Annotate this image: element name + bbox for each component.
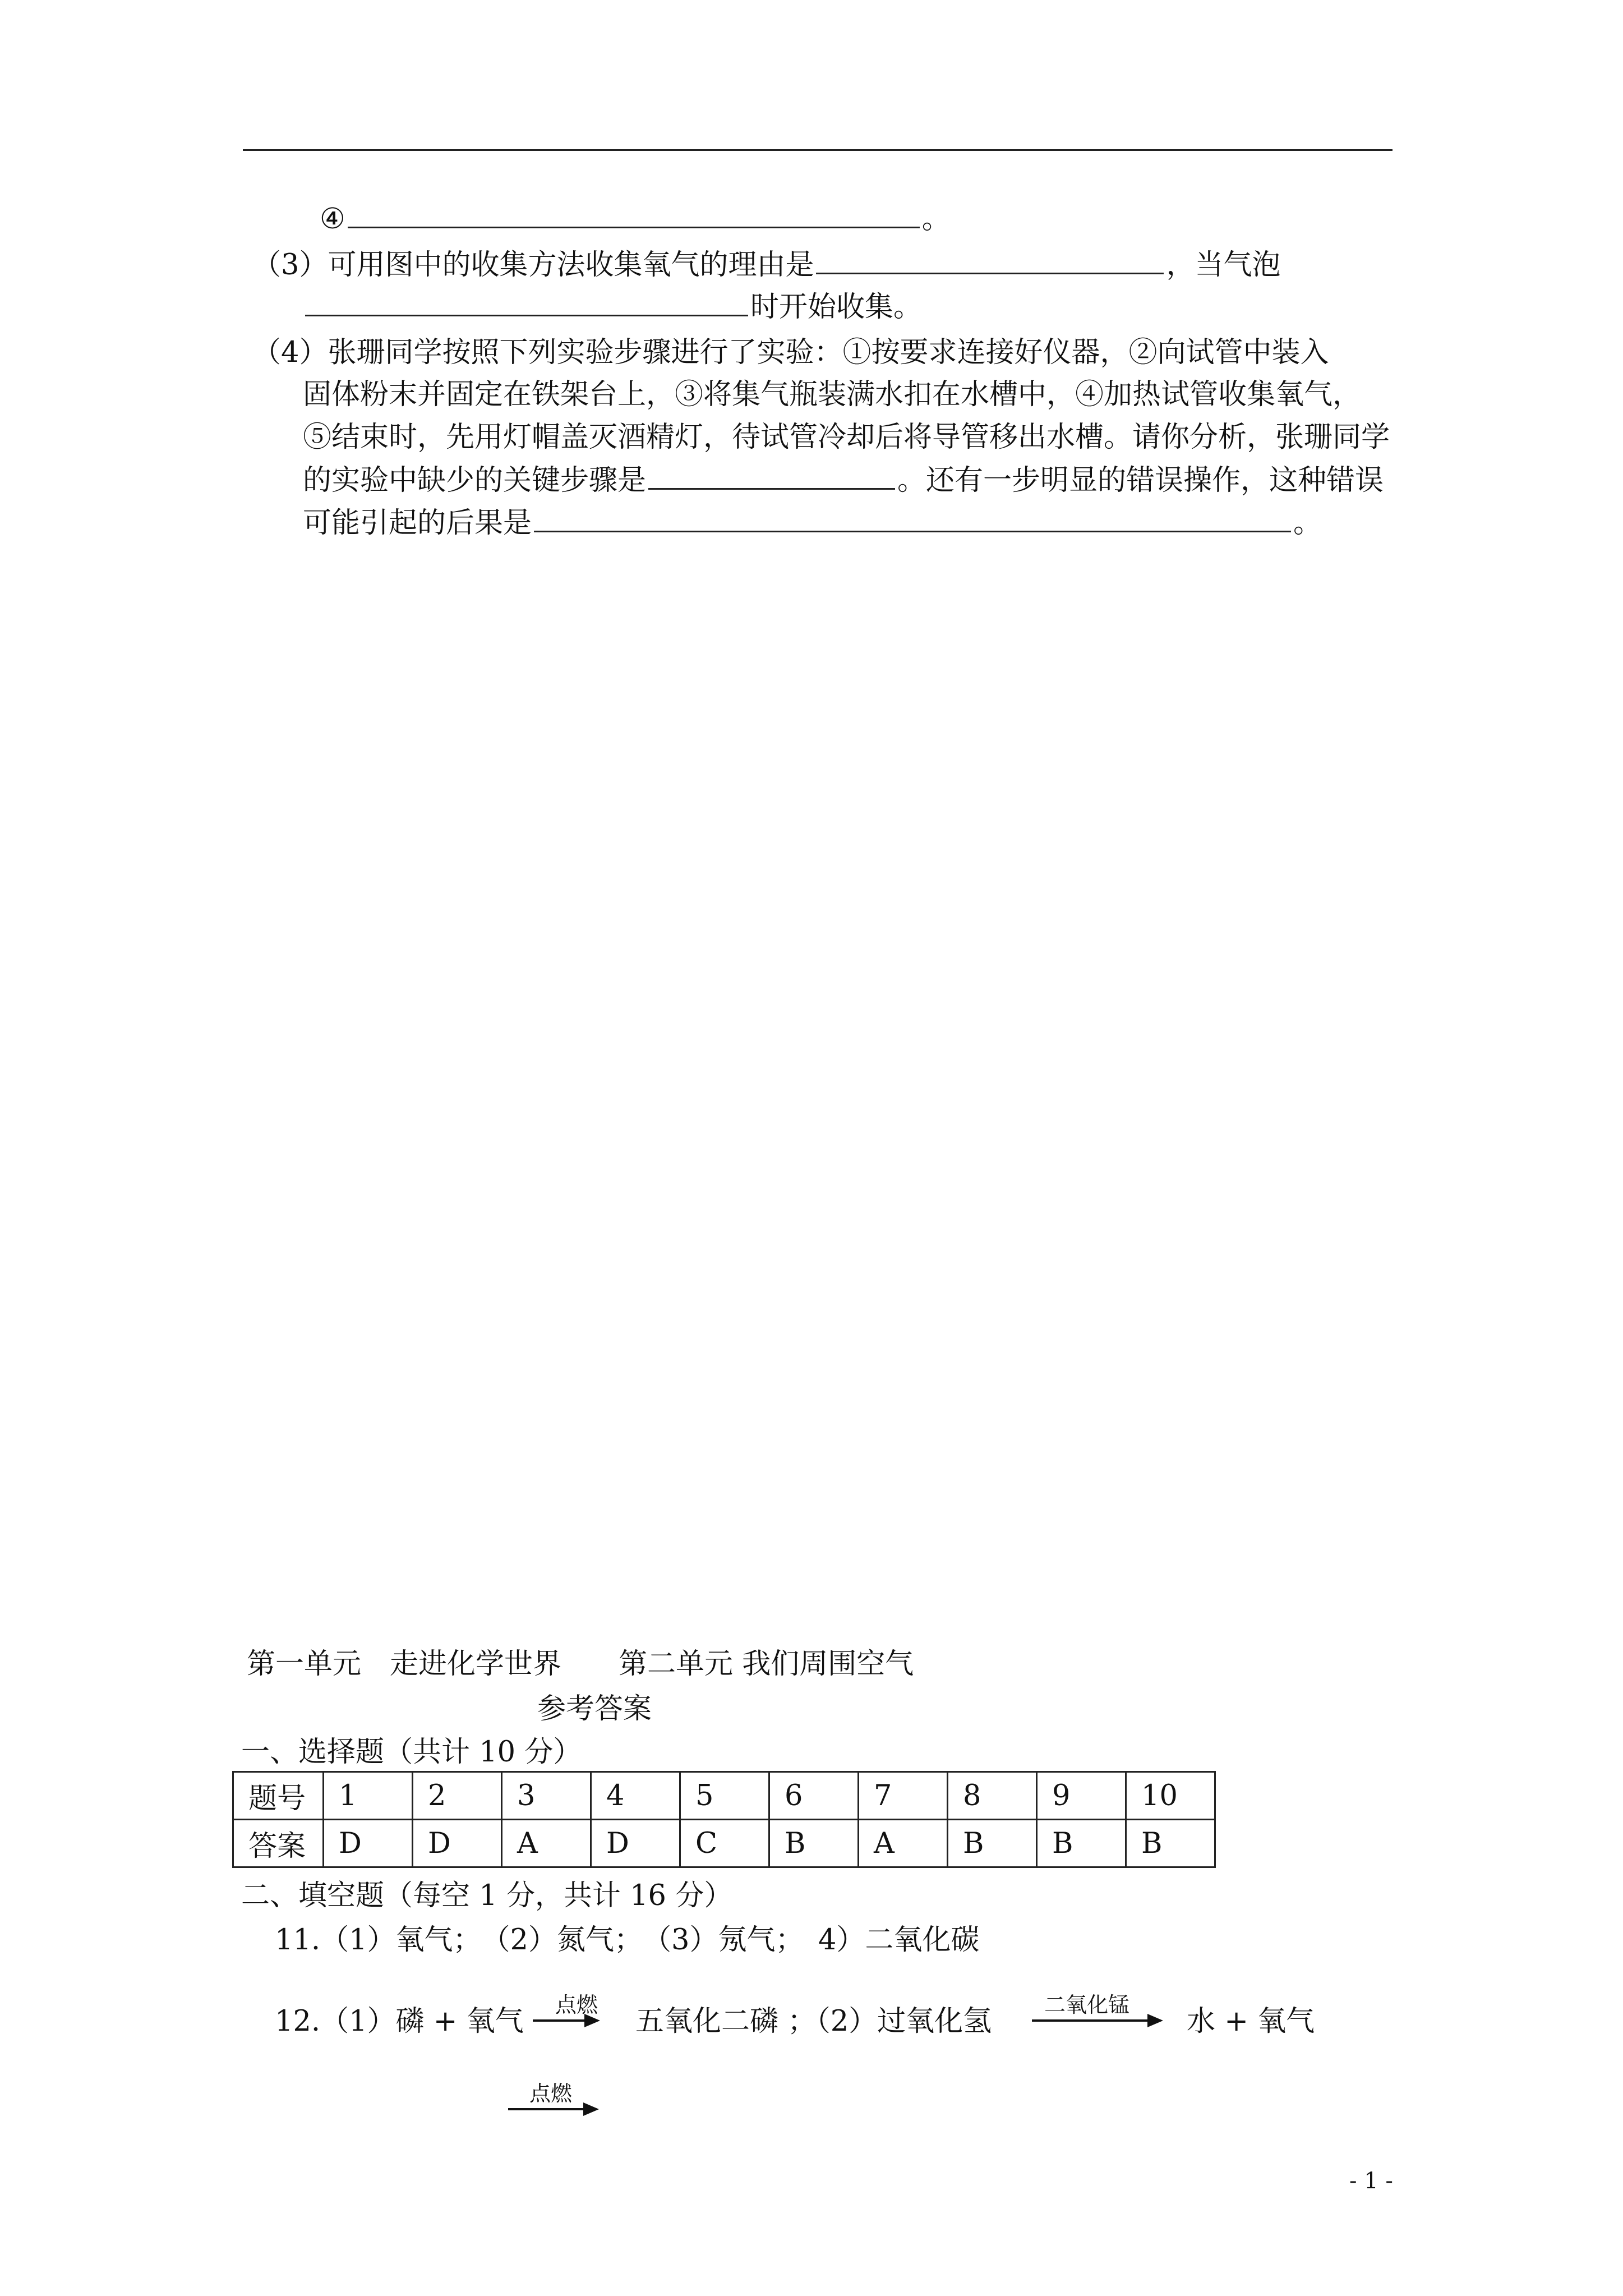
table-cell: B — [769, 1820, 859, 1867]
table-cell: 7 — [859, 1772, 948, 1820]
table-cell: 3 — [502, 1772, 591, 1820]
arrow-shaft — [533, 2019, 587, 2022]
table-cell: C — [680, 1820, 769, 1867]
question-4-line2: 固体粉末并固定在铁架台上，③将集气瓶装满水扣在水槽中，④加热试管收集氧气， — [303, 378, 1362, 411]
answer-blank-q4b[interactable] — [534, 505, 1291, 532]
question-4-line1: （4）张珊同学按照下列实验步骤进行了实验：①按要求连接好仪器，②向试管中装入 — [252, 336, 1329, 369]
question-4-line4 — [303, 462, 1384, 499]
q4-text-d: 。 — [1293, 507, 1322, 540]
question-item4-line — [320, 201, 951, 237]
reaction-arrow-3 — [508, 2081, 598, 2115]
section1-heading: 一、选择题（共计 10 分） — [241, 1736, 582, 1769]
answer-blank-item4[interactable] — [348, 201, 920, 228]
reference-answers-title: 参考答案 — [537, 1692, 652, 1726]
reaction-condition-3: 点燃 — [529, 2081, 573, 2106]
table-cell: 1 — [324, 1772, 413, 1820]
q4-text-a: 的实验中缺少的关键步骤是 — [303, 464, 647, 497]
table-cell: 9 — [1037, 1772, 1126, 1820]
answer-12-part-c: 水 + 氧气 — [1187, 2005, 1315, 2038]
item4-suffix: 。 — [921, 203, 951, 236]
answer-12-part-b: 五氧化二磷 ；（2）过氧化氢 — [635, 2005, 992, 2038]
answer-blank-q4a[interactable] — [648, 462, 895, 490]
table-answer-label: 答案 — [233, 1820, 324, 1867]
q4-text-b: 。还有一步明显的错误操作，这种错误 — [897, 464, 1384, 497]
answer-blank-q3b[interactable] — [305, 289, 748, 316]
item4-marker: ④ — [320, 203, 345, 236]
answer-11: 11.（1）氧气； （2）氮气； （3）氖气； 4）二氧化碳 — [275, 1924, 980, 1957]
table-cell: 8 — [948, 1772, 1037, 1820]
table-cell: 4 — [591, 1772, 680, 1820]
table-cell: A — [502, 1820, 591, 1867]
header-rule — [243, 149, 1393, 151]
arrow-head-icon — [1147, 2014, 1163, 2027]
table-cell: 5 — [680, 1772, 769, 1820]
table-cell: 10 — [1126, 1772, 1215, 1820]
table-cell: 6 — [769, 1772, 859, 1820]
answer-table — [232, 1771, 1216, 1868]
section2-heading: 二、填空题（每空 1 分，共计 16 分） — [241, 1879, 733, 1912]
table-cell: D — [324, 1820, 413, 1867]
table-cell: B — [1126, 1820, 1215, 1867]
table-cell: D — [591, 1820, 680, 1867]
arrow-shaft — [508, 2108, 585, 2110]
table-cell: A — [859, 1820, 948, 1867]
table-header-label: 题号 — [233, 1772, 324, 1820]
table-row-numbers — [233, 1772, 1215, 1820]
question-4-line3: ⑤结束时，先用灯帽盖灭酒精灯，待试管冷却后将导管移出水槽。请你分析，张珊同学 — [303, 421, 1390, 454]
question-4-line5 — [303, 505, 1322, 541]
table-cell: 2 — [413, 1772, 502, 1820]
q3-text-b: ，当气泡 — [1166, 249, 1281, 282]
question-3-line1 — [252, 247, 1280, 283]
arrow-head-icon — [583, 2102, 599, 2116]
q4-text-c: 可能引起的后果是 — [303, 507, 532, 540]
q3-text-a: （3）可用图中的收集方法收集氧气的理由是 — [252, 249, 814, 282]
arrow-shaft — [1032, 2019, 1150, 2022]
table-cell: B — [948, 1820, 1037, 1867]
table-cell: B — [1037, 1820, 1126, 1867]
reaction-condition-1: 点燃 — [555, 1993, 598, 2017]
reaction-arrow-2 — [1032, 1993, 1166, 2026]
reaction-condition-2: 二氧化锰 — [1044, 1993, 1130, 2017]
table-cell: D — [413, 1820, 502, 1867]
answer-12-part-a: 12.（1）磷 + 氧气 — [275, 2005, 524, 2038]
answer-blank-q3a[interactable] — [816, 247, 1164, 274]
page-number: - 1 - — [1349, 2168, 1393, 2194]
question-3-line2 — [303, 289, 922, 325]
arrow-head-icon — [584, 2014, 600, 2027]
reaction-arrow-1 — [533, 1993, 600, 2026]
table-row-answers — [233, 1820, 1215, 1867]
unit-title: 第一单元 走进化学世界 第二单元 我们周围空气 — [247, 1648, 914, 1681]
q3-text-c: 时开始收集。 — [750, 291, 923, 324]
